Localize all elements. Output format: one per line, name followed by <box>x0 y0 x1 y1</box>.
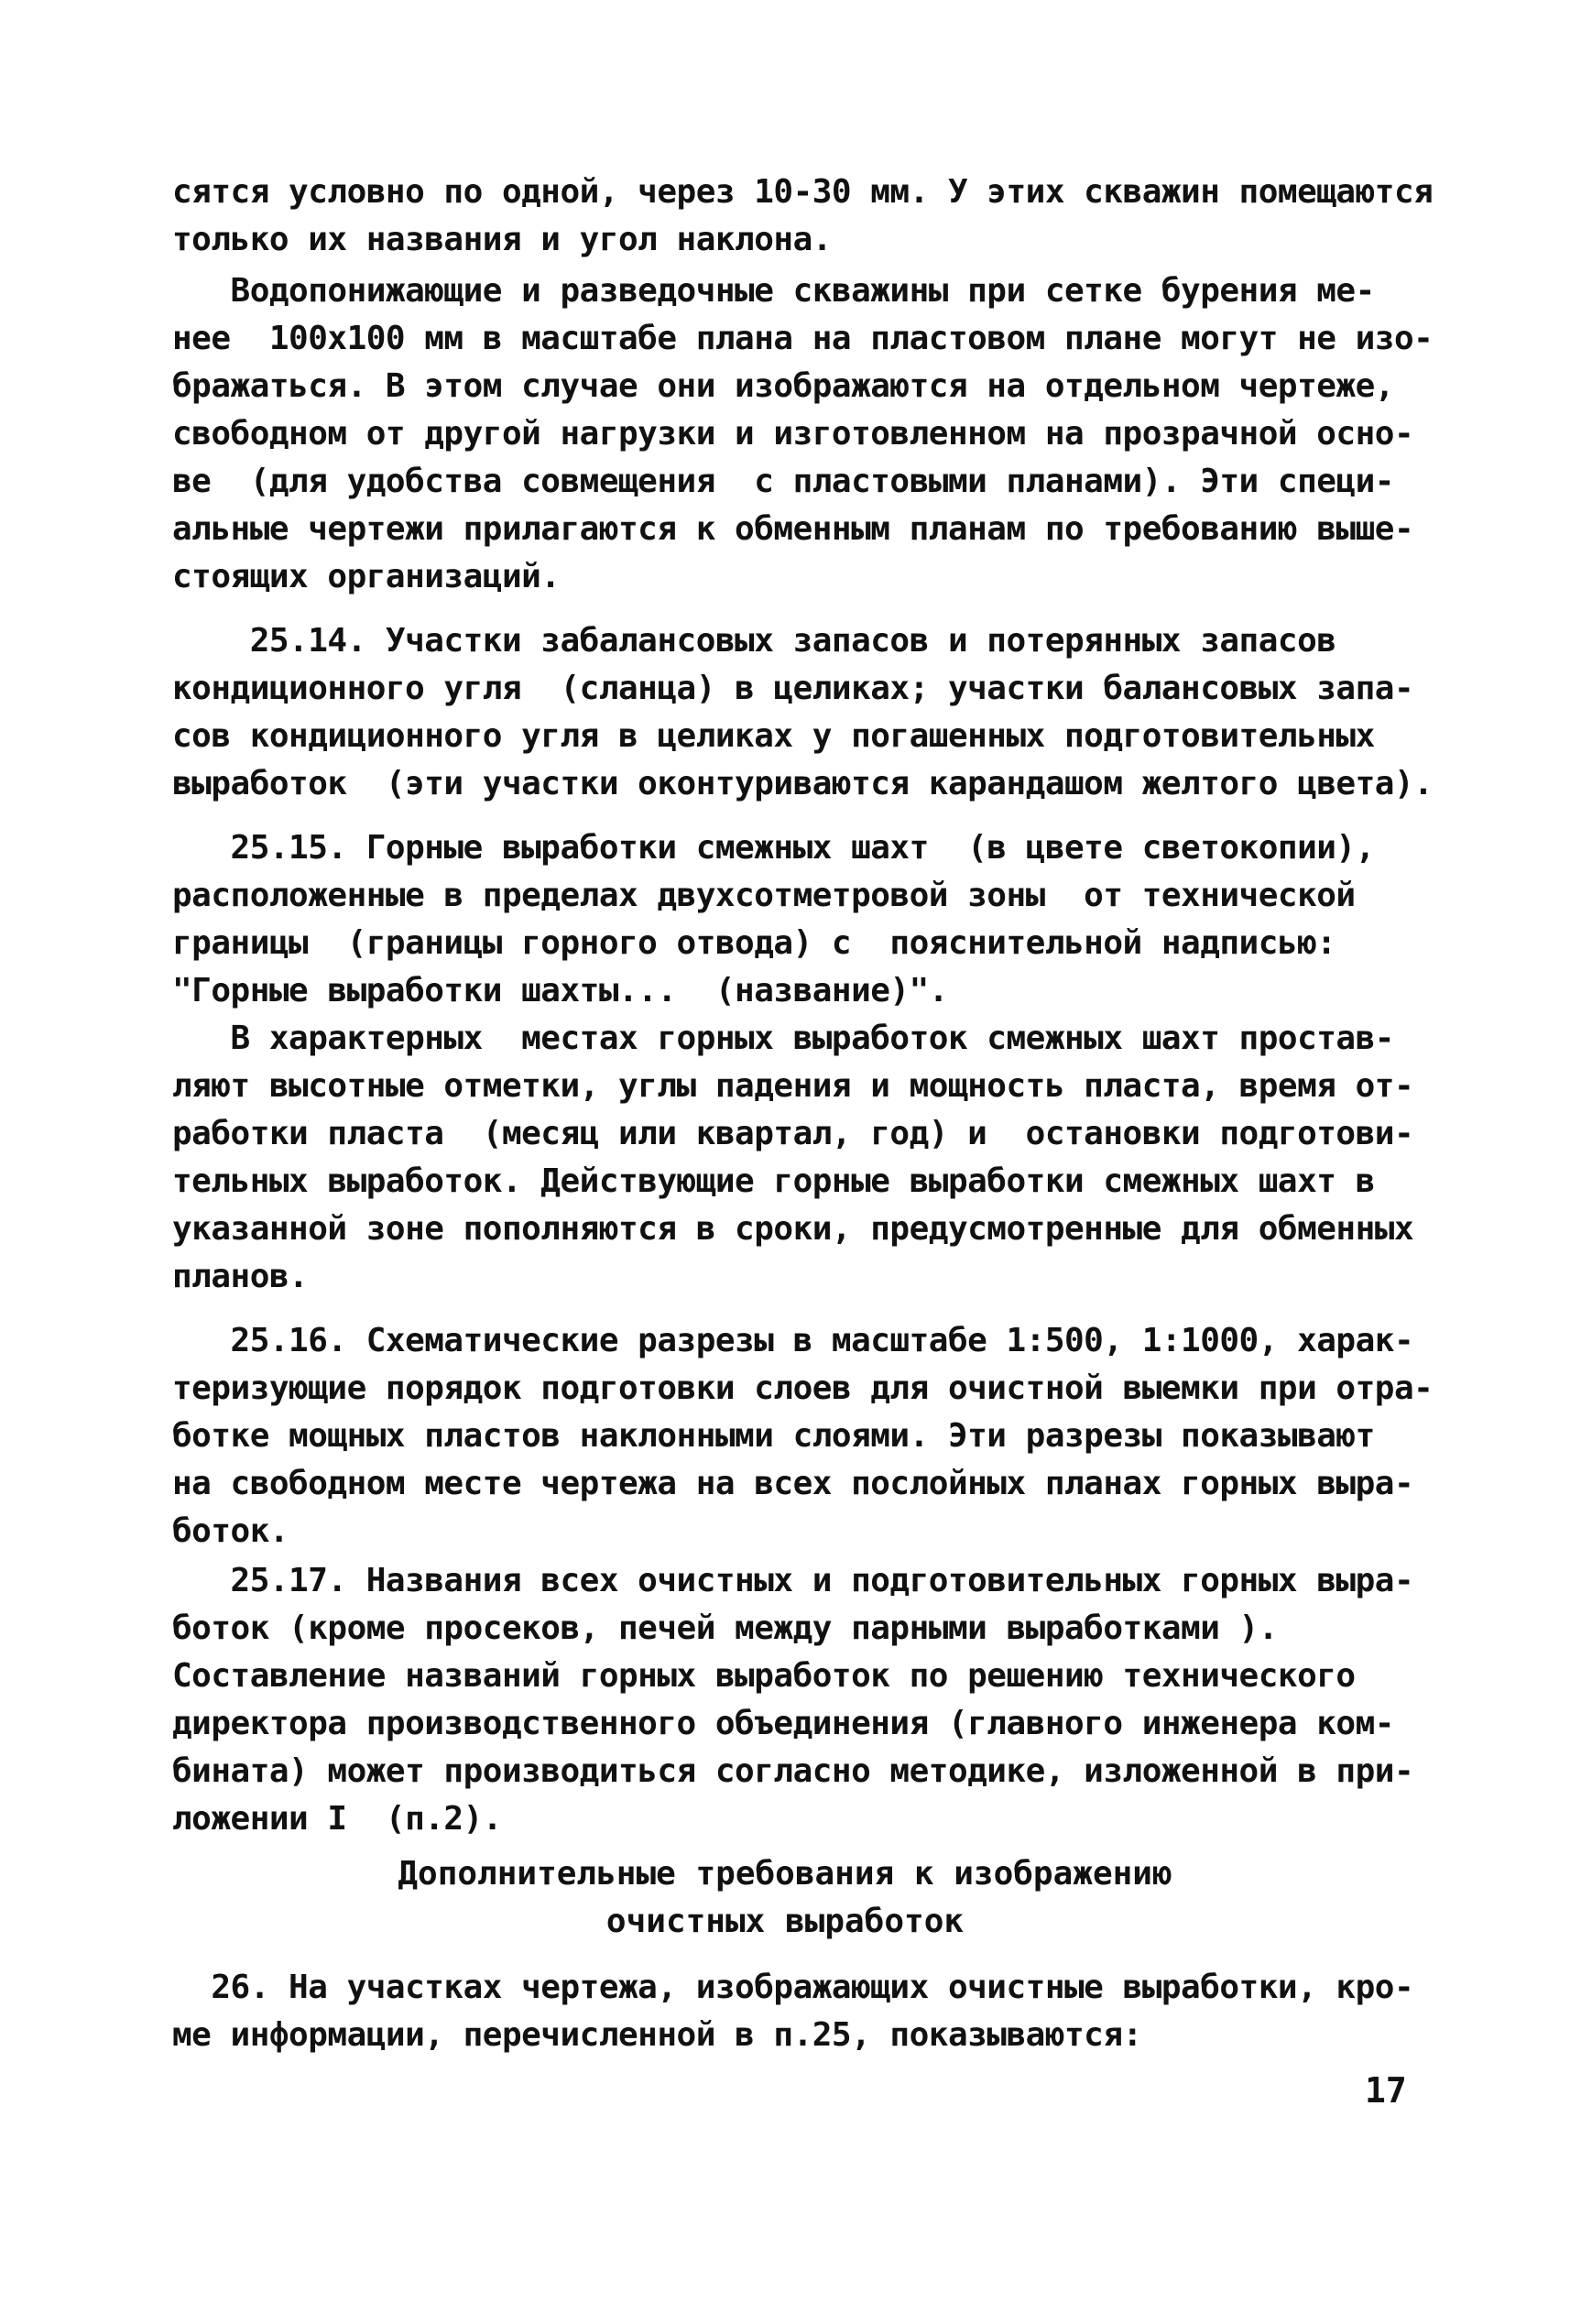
text-line: границы (границы горного отвода) с пояснительной надписью: <box>172 924 1336 962</box>
text-line: 26. На участках чертежа, изображающих очистные выработки, кро- <box>172 1969 1414 2006</box>
text-line: кондиционного угля (сланца) в целиках; участки балансовых запа- <box>172 670 1414 707</box>
page-number: 17 <box>1365 2070 1407 2111</box>
text-line: Составление названий горных выработок по решению технического <box>172 1657 1356 1695</box>
text-line: на свободном месте чертежа на всех послойных планах горных выра- <box>172 1465 1414 1502</box>
text-line: ве (для удобства совмещения с пластовыми планами). Эти специ- <box>172 463 1394 500</box>
section-heading: очистных выработок <box>605 1903 965 1940</box>
text-line: теризующие порядок подготовки слоев для очистной выемки при отра- <box>172 1369 1434 1407</box>
text-line: указанной зоне пополняются в сроки, предусмотренные для обменных <box>172 1210 1414 1248</box>
text-line: свободном от другой нагрузки и изготовленном на прозрачной осно- <box>172 415 1414 453</box>
text-line: ботке мощных пластов наклонными слоями. Эти разрезы показывают <box>172 1417 1375 1455</box>
text-line: 25.17. Названия всех очистных и подготовительных горных выра- <box>172 1562 1414 1599</box>
text-line: стоящих организаций. <box>172 558 561 595</box>
text-line: только их названия и угол наклона. <box>172 221 832 258</box>
text-line: 25.15. Горные выработки смежных шахт (в цвете светокопии), <box>172 829 1375 867</box>
text-line: бината) может производиться согласно методике, изложенной в при- <box>172 1752 1414 1790</box>
text-line: работки пласта (месяц или квартал, год) и остановки подготови- <box>172 1115 1414 1152</box>
text-line: расположенные в пределах двухсотметровой зоны от технической <box>172 877 1356 914</box>
text-line: тельных выработок. Действующие горные выработки смежных шахт в <box>172 1162 1375 1200</box>
text-line: ме информации, перечисленной в п.25, показываются: <box>172 2016 1142 2054</box>
text-line: бражаться. В этом случае они изображаются на отдельном чертеже, <box>172 367 1394 405</box>
text-line: ляют высотные отметки, углы падения и мощность пласта, время от- <box>172 1067 1414 1105</box>
text-line: сятся условно по одной, через 10-30 мм. У этих скважин помещаются <box>172 173 1434 211</box>
text-line: 25.16. Схематические разрезы в масштабе 1:500, 1:1000, харак- <box>172 1322 1414 1359</box>
text-line: альные чертежи прилагаются к обменным планам по требованию выше- <box>172 510 1414 548</box>
text-line: планов. <box>172 1258 309 1295</box>
text-line: директора производственного объединения (главного инженера ком- <box>172 1705 1394 1742</box>
text-line: боток (кроме просеков, печей между парными выработками ). <box>172 1609 1278 1647</box>
text-line: выработок (эти участки оконтуриваются карандашом желтого цвета). <box>172 765 1434 802</box>
text-line: ложении I (п.2). <box>172 1800 502 1838</box>
text-line: "Горные выработки шахты... (название)". <box>172 972 948 1009</box>
section-heading: Дополнительные требования к изображению <box>398 1855 1172 1893</box>
text-line: сов кондиционного угля в целиках у погашенных подготовительных <box>172 717 1375 755</box>
text-line: нее 100x100 мм в масштабе плана на пластовом плане могут не изо- <box>172 320 1434 357</box>
text-line: боток. <box>172 1512 289 1550</box>
text-line: 25.14. Участки забалансовых запасов и потерянных запасов <box>172 622 1336 660</box>
text-line: В характерных местах горных выработок смежных шахт простав- <box>172 1020 1394 1057</box>
text-line: Водопонижающие и разведочные скважины при сетке бурения ме- <box>172 272 1375 310</box>
